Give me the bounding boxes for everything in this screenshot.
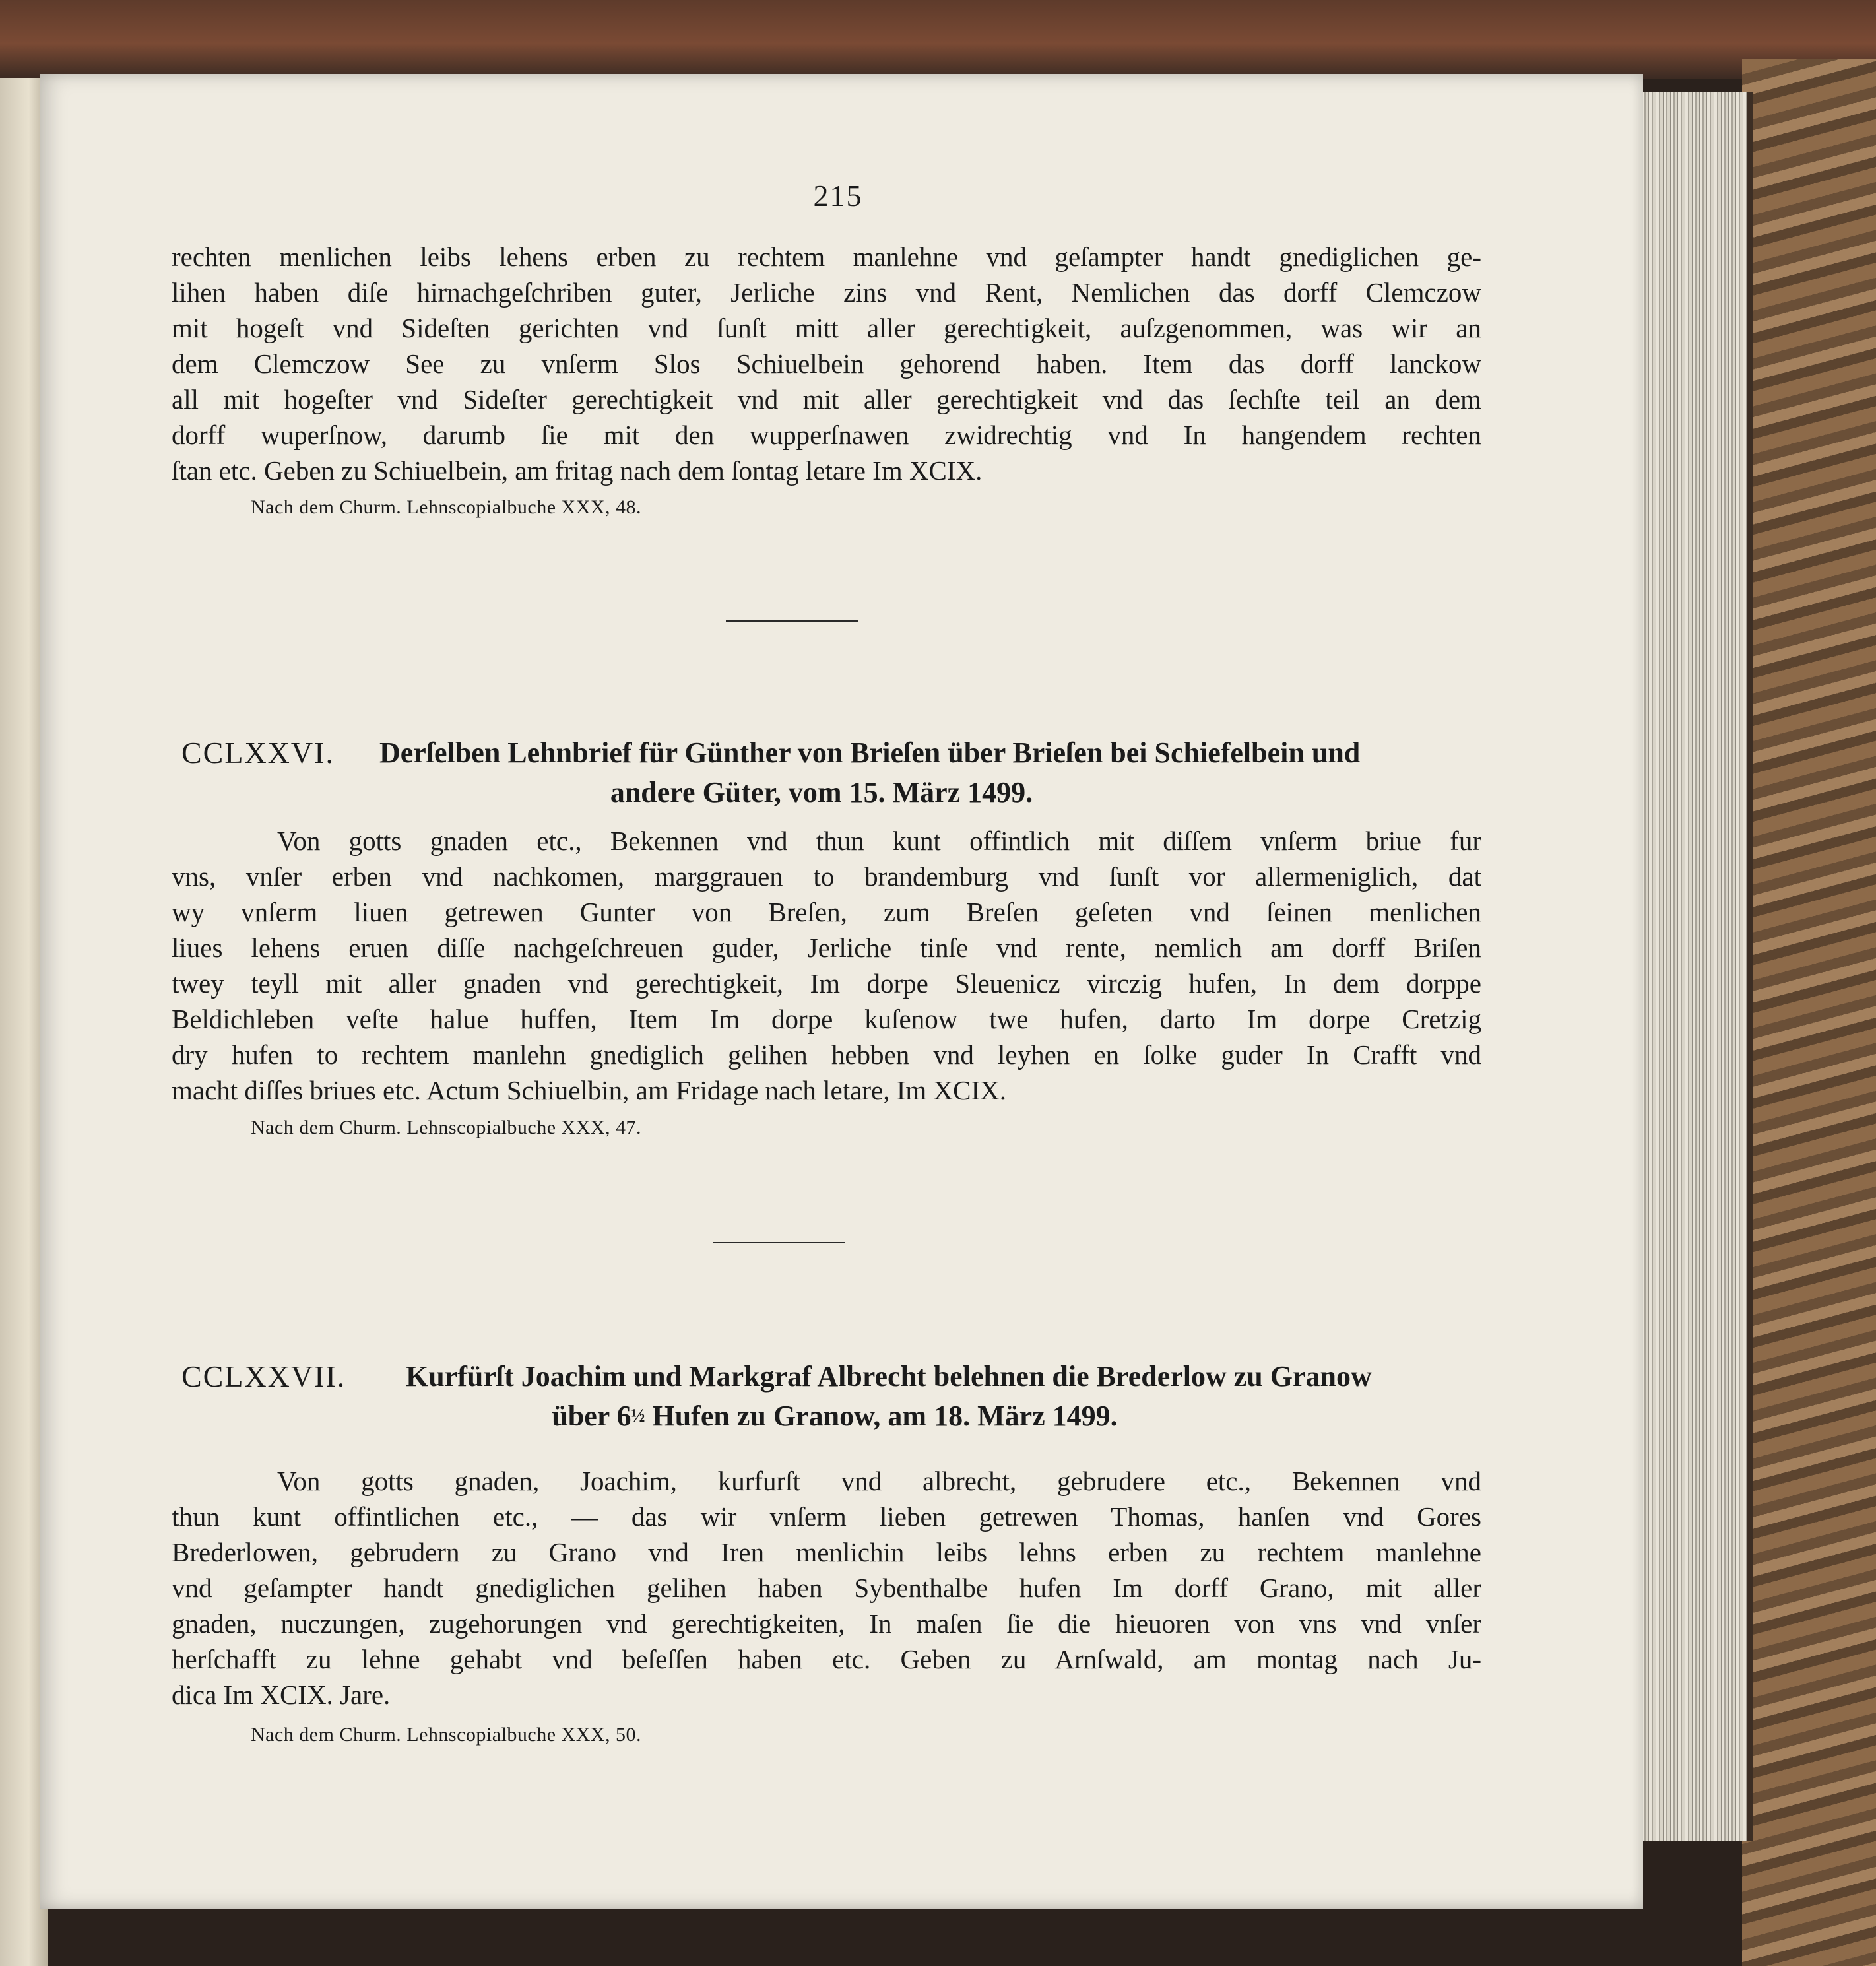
text-line: mit hogeſt vnd Sideſten gerichten vnd ſunſt mitt aller gerechtigkeit, auſzgenommen, was wir an — [172, 313, 1481, 343]
document-title-line-1: Derſelben Lehnbrief für Günther von Brieſen über Brieſen bei Schiefelbein und — [379, 737, 1361, 769]
section-divider — [726, 620, 858, 622]
text-line: ſtan etc. Geben zu Schiuelbein, am fritag nach dem ſontag letare Im XCIX. — [172, 455, 983, 486]
book-page — [40, 74, 1643, 1909]
title-fraction: ½ — [631, 1406, 645, 1426]
document-title-line-2: andere Güter, vom 15. März 1499. — [610, 776, 1033, 808]
text-line: all mit hogeſter vnd Sideſter gerechtigkeit vnd mit aller gerechtigkeit vnd das ſechſte teil an dem — [172, 384, 1481, 414]
document-numeral: CCLXXVI. — [181, 736, 335, 770]
text-line: macht diſſes briues etc. Actum Schiuelbin, am Fridage nach letare, Im XCIX. — [172, 1075, 1006, 1105]
document-numeral: CCLXXVII. — [181, 1360, 346, 1393]
text-line: vns, vnſer erben vnd nachkomen, marggrauen to brandemburg vnd ſunſt vor allermeniglich, dat — [172, 861, 1481, 892]
document-body-text — [172, 1463, 1481, 1713]
page-number: 215 — [813, 179, 863, 213]
text-line: Von gotts gnaden, Joachim, kurfurſt vnd albrecht, gebrudere etc., Bekennen vnd — [277, 1466, 1481, 1496]
book-cover-right-edge — [1742, 59, 1876, 1966]
source-citation: Nach dem Churm. Lehnscopialbuche XXX, 50. — [251, 1724, 642, 1746]
document-title-line-2 — [406, 1397, 1264, 1435]
source-citation: Nach dem Churm. Lehnscopialbuche XXX, 47. — [251, 1117, 642, 1138]
text-line: thun kunt offintlichen etc., — das wir vnſerm lieben getrewen Thomas, hanſen vnd Gores — [172, 1501, 1481, 1532]
text-line: rechten menlichen leibs lehens erben zu rechtem manlehne vnd geſampter handt gnediglichen ge- — [172, 242, 1481, 272]
document-heading — [181, 1358, 1475, 1443]
page-block-edge — [1642, 92, 1753, 1841]
text-line: gnaden, nuczungen, zugehorungen vnd gerechtigkeiten, In maſen ſie die hieuoren von vns vnd vnſer — [172, 1608, 1481, 1639]
document-body-text — [172, 823, 1481, 1108]
text-line: wy vnſerm liuen getrewen Gunter von Breſen, zum Breſen geſeten vnd ſeinen menlichen — [172, 897, 1481, 927]
text-line: Von gotts gnaden etc., Bekennen vnd thun kunt offintlich mit diſſem vnſerm briue fur — [277, 826, 1481, 856]
title-text: Hufen zu Granow, am 18. März 1499. — [645, 1400, 1118, 1432]
text-line: dica Im XCIX. Jare. — [172, 1680, 391, 1710]
text-line: Brederlowen, gebrudern zu Grano vnd Iren menlichin leibs lehns erben zu rechtem manlehne — [172, 1537, 1481, 1567]
text-line: dem Clemczow See zu vnſerm Slos Schiuelbein gehorend haben. Item das dorff lanckow — [172, 348, 1481, 379]
title-text: über 6 — [552, 1400, 631, 1432]
document-continuation-text — [172, 239, 1481, 488]
document-title-line-1: Kurfürſt Joachim und Markgraf Albrecht belehnen die Brederlow zu Granow — [406, 1360, 1372, 1393]
text-line: liues lehens eruen diſſe nachgeſchreuen guder, Jerliche tinſe vnd rente, nemlich am dorff Briſen — [172, 933, 1481, 963]
text-line: twey teyll mit aller gnaden vnd gerechtigkeit, Im dorpe Sleuenicz virczig hufen, In dem dorppe — [172, 968, 1481, 999]
text-line: dorff wuperſnow, darumb ſie mit den wupperſnawen zwidrechtig vnd In hangendem rechten — [172, 420, 1481, 450]
text-line: dry hufen to rechtem manlehn gnediglich gelihen hebben vnd leyhen en ſolke guder In Crafft vnd — [172, 1039, 1481, 1070]
text-line: vnd geſampter handt gnediglichen gelihen haben Sybenthalbe hufen Im dorff Grano, mit aller — [172, 1573, 1481, 1603]
book-cover-top-edge — [0, 0, 1876, 79]
section-divider — [713, 1242, 845, 1243]
text-line: lihen haben diſe hirnachgeſchriben guter, Jerliche zins vnd Rent, Nemlichen das dorff Clemczow — [172, 277, 1481, 308]
source-citation: Nach dem Churm. Lehnscopialbuche XXX, 48. — [251, 496, 642, 518]
document-heading — [181, 734, 1475, 820]
text-line: Beldichleben veſte halue huffen, Item Im dorpe kuſenow twe hufen, darto Im dorpe Cretzig — [172, 1004, 1481, 1034]
text-line: herſchafft zu lehne gehabt vnd beſeſſen haben etc. Geben zu Arnſwald, am montag nach Ju- — [172, 1644, 1481, 1674]
